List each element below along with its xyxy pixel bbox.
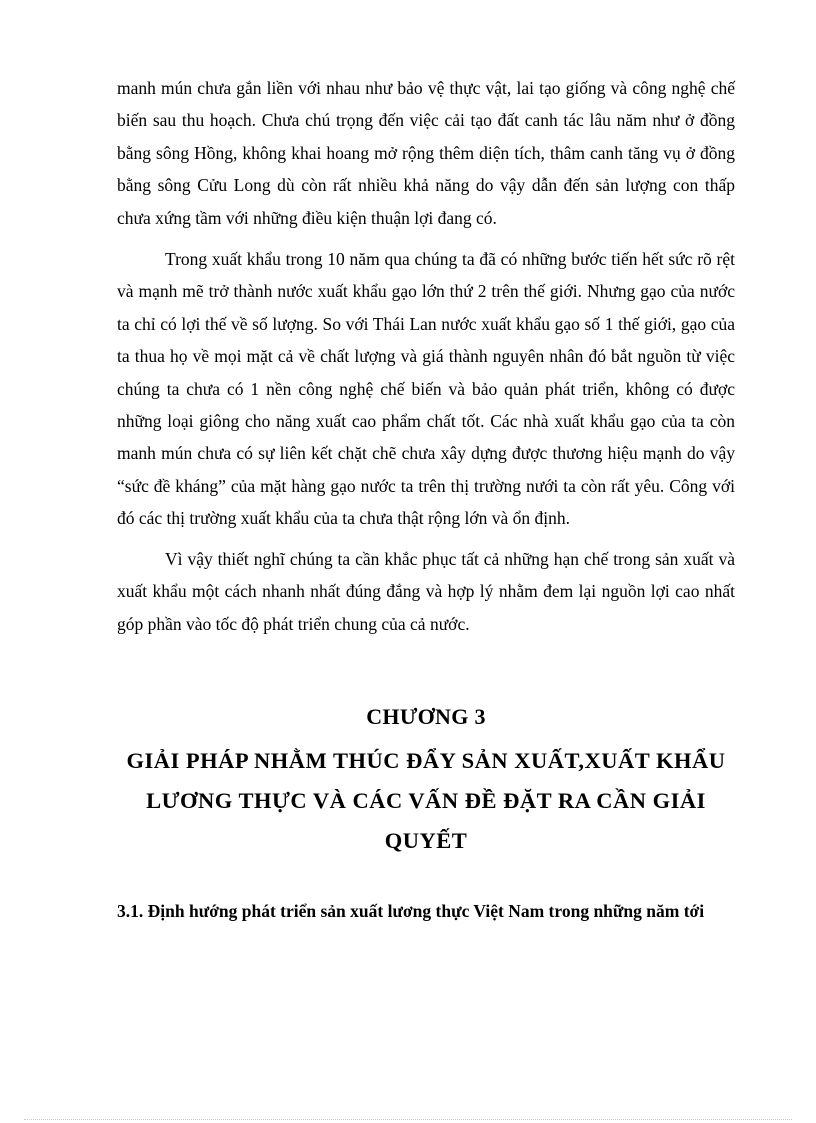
- footer-divider: [24, 1119, 792, 1120]
- section-heading: 3.1. Định hướng phát triển sản xuất lương thực Việt Nam trong những năm tới: [117, 900, 705, 921]
- body-paragraph: Vì vậy thiết nghĩ chúng ta cần khắc phục tất cả những hạn chế trong sản xuất và xuất khẩu một cách nhanh nhất đúng đắng và hợp lý nhằm đem lại nguồn lợi cao nhất góp phần vào tốc độ phát triển chung của cả nước.: [117, 548, 735, 634]
- chapter-label: CHƯƠNG 3: [366, 703, 486, 729]
- body-paragraph: Trong xuất khẩu trong 10 năm qua chúng ta đã có những bước tiến hết sức rõ rệt và mạnh mẽ trở thành nước xuất khẩu gạo lớn thứ 2 trên thế giới. Nhưng gạo của nước ta chỉ có lợi thế về số lượng. So với Thái Lan nước xuất khẩu gạo số 1 thế giới, gạo của ta thua họ về mọi mặt cả về chất lượng và giá thành nguyên nhân đó bắt nguồn từ việc chúng ta chưa có 1 nền công nghệ chế biến và bảo quản phát triển, không có được những loại giông cho năng xuất cao phẩm chất tốt. Các nhà xuất khẩu gạo của ta còn manh mún chưa có sự liên kết chặt chẽ chưa xây dựng được thương hiệu mạnh do vậy “sức đề kháng” của mặt hàng gạo nước ta trên thị trường nưới ta còn rất yêu. Công với đó các thị trường xuất khẩu của ta chưa thật rộng lớn và ổn định.: [117, 249, 735, 529]
- body-paragraph: manh mún chưa gắn liền với nhau như bảo vệ thực vật, lai tạo giống và công nghệ chế biến sau thu hoạch. Chưa chú trọng đến việc cải tạo đất canh tác lâu năm như ở đồng bằng sông Hồng, không khai hoang mở rộng thêm diện tích, thâm canh tăng vụ ở đồng bằng sông Cửu Long dù còn rất nhiều khả năng do vậy dẫn đến sản lượng con thấp chưa xứng tầm với những điều kiện thuận lợi đang có.: [117, 78, 735, 228]
- chapter-title: GIẢI PHÁP NHẰM THÚC ĐẨY SẢN XUẤT,XUẤT KHẨU LƯƠNG THỰC VÀ CÁC VẤN ĐỀ ĐẶT RA CẦN GIẢI QUYẾT: [126, 747, 726, 853]
- page-content: [117, 72, 735, 927]
